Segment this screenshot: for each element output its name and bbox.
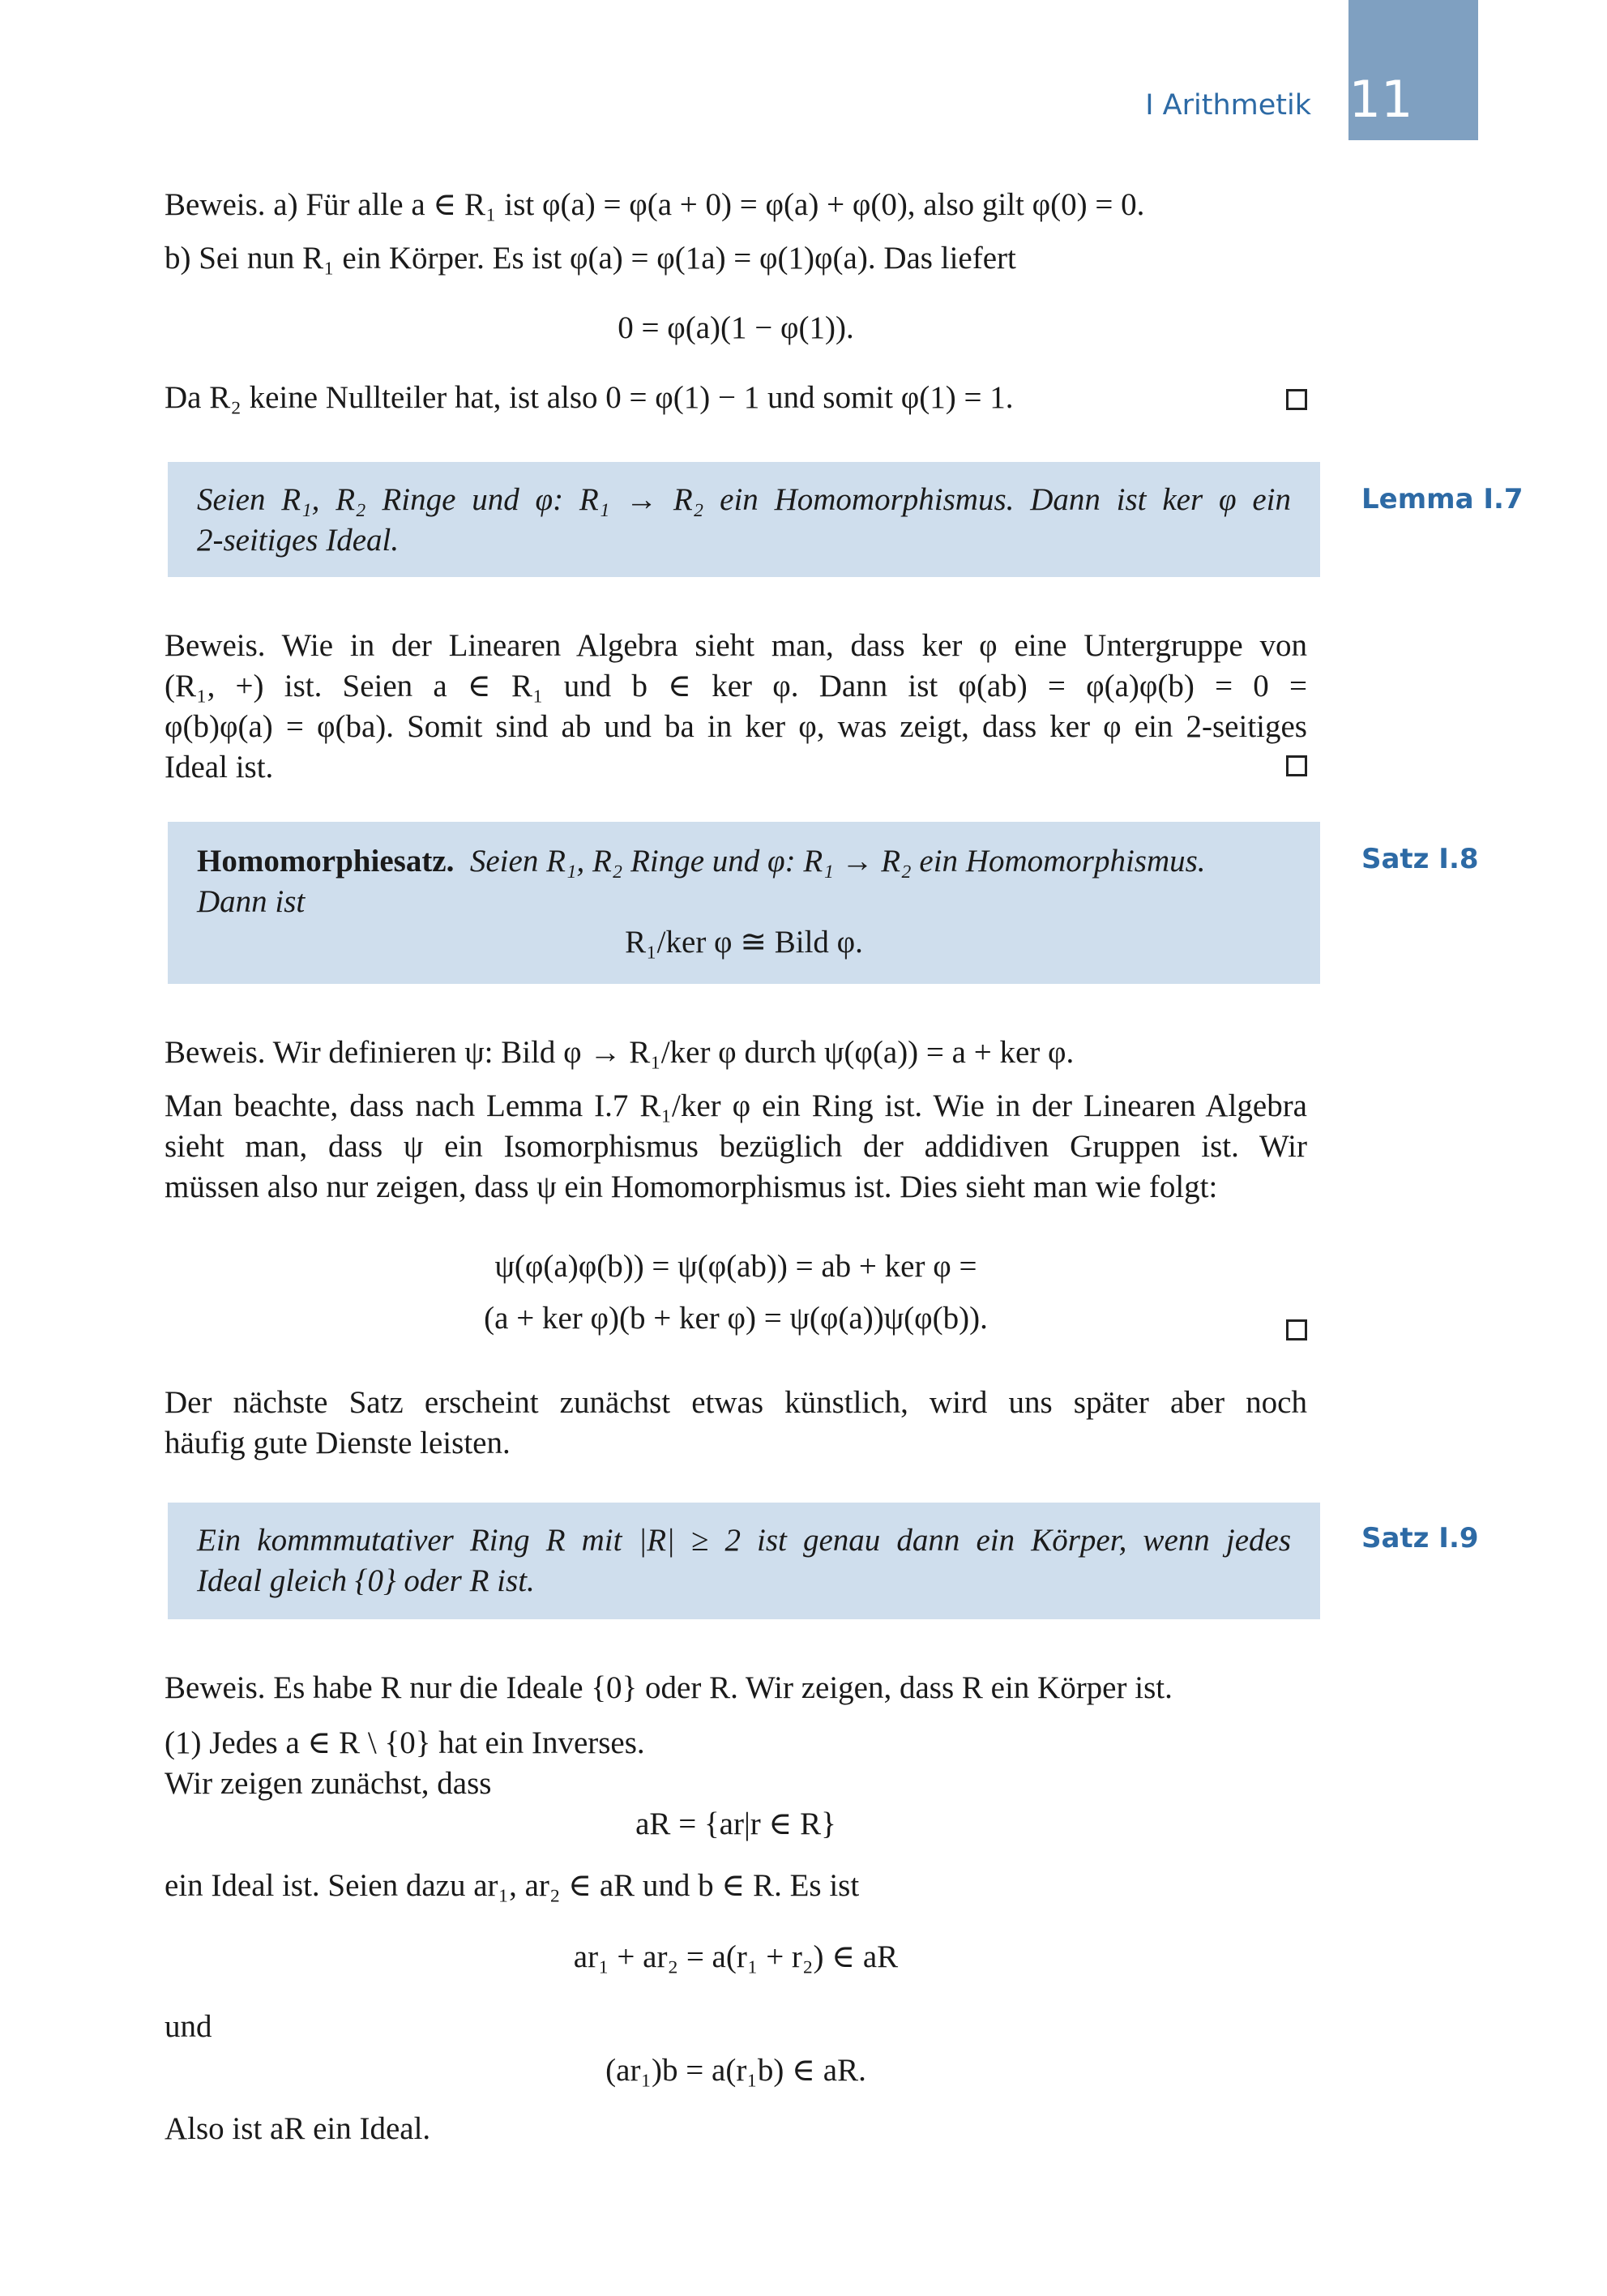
proof-line: (R₁, +) ist. Seien a ∈ R₁ und b ∈ ker φ. Dann ist φ(ab) = φ(a)φ(b) = 0 = bbox=[165, 669, 1307, 703]
proof-line: Beweis. Wir definieren ψ: Bild φ → R₁/ker φ durch ψ(φ(a)) = a + ker φ. bbox=[165, 1035, 1075, 1070]
theorem-line: Ein kommmutativer Ring R mit |R| ≥ 2 ist genau dann ein Körper, wenn jedes bbox=[197, 1523, 1291, 1558]
display-equation: R₁/ker φ ≅ Bild φ. bbox=[625, 925, 863, 960]
proof-line: Also ist aR ein Ideal. bbox=[165, 2111, 431, 2146]
proof-line: ein Ideal ist. Seien dazu ar₁, ar₂ ∈ aR und b ∈ R. Es ist bbox=[165, 1868, 860, 1903]
display-equation: (ar₁)b = a(r₁b) ∈ aR. bbox=[605, 2053, 866, 2088]
display-equation: aR = {ar|r ∈ R} bbox=[635, 1806, 836, 1841]
proof-line: Beweis. Wie in der Linearen Algebra sieht man, dass ker φ eine Untergruppe von bbox=[165, 628, 1307, 663]
proof-line: Wir zeigen zunächst, dass bbox=[165, 1766, 492, 1801]
theorem-label: Satz I.9 bbox=[1361, 1522, 1479, 1554]
lemma-label: Lemma I.7 bbox=[1361, 483, 1524, 515]
proof-line: und bbox=[165, 2009, 212, 2044]
proof-line: b) Sei nun R₁ ein Körper. Es ist φ(a) = φ(1a) = φ(1)φ(a). Das liefert bbox=[165, 241, 1016, 276]
theorem-line: Ideal gleich {0} oder R ist. bbox=[197, 1563, 535, 1598]
qed-square-icon bbox=[1286, 755, 1307, 776]
proof-line: sieht man, dass ψ ein Isomorphismus bezüglich der addidiven Gruppen ist. Wir bbox=[165, 1129, 1307, 1164]
proof-line: Da R₂ keine Nullteiler hat, ist also 0 = φ(1) − 1 und somit φ(1) = 1. bbox=[165, 380, 1014, 415]
proof-line: Ideal ist. bbox=[165, 750, 274, 785]
lemma-box bbox=[168, 462, 1320, 577]
qed-square-icon bbox=[1286, 1319, 1307, 1340]
display-equation: 0 = φ(a)(1 − φ(1)). bbox=[618, 310, 854, 345]
chapter-header: I Arithmetik bbox=[1145, 89, 1311, 122]
theorem-title: Homomorphiesatz. bbox=[197, 844, 455, 879]
proof-line: (1) Jedes a ∈ R \ {0} hat ein Inverses. bbox=[165, 1725, 645, 1760]
paragraph-line: Der nächste Satz erscheint zunächst etwas künstlich, wird uns später aber noch bbox=[165, 1385, 1307, 1420]
theorem-box bbox=[168, 822, 1320, 984]
paragraph-line: häufig gute Dienste leisten. bbox=[165, 1426, 511, 1460]
proof-line: Beweis. a) Für alle a ∈ R₁ ist φ(a) = φ(a + 0) = φ(a) + φ(0), also gilt φ(0) = 0. bbox=[165, 187, 1145, 222]
display-equation: ψ(φ(a)φ(b)) = ψ(φ(ab)) = ab + ker φ = bbox=[494, 1249, 977, 1284]
display-equation: ar₁ + ar₂ = a(r₁ + r₂) ∈ aR bbox=[573, 1939, 899, 1974]
proof-line: Man beachte, dass nach Lemma I.7 R₁/ker φ ein Ring ist. Wie in der Linearen Algebra bbox=[165, 1088, 1307, 1123]
theorem-label: Satz I.8 bbox=[1361, 843, 1479, 875]
proof-line: Beweis. Es habe R nur die Ideale {0} oder R. Wir zeigen, dass R ein Körper ist. bbox=[165, 1670, 1173, 1705]
display-equation: (a + ker φ)(b + ker φ) = ψ(φ(a))ψ(φ(b)). bbox=[484, 1301, 988, 1336]
lemma-line: Seien R₁, R₂ Ringe und φ: R₁ → R₂ ein Homomorphismus. Dann ist ker φ ein bbox=[197, 482, 1291, 517]
theorem-text: Seien R₁, R₂ Ringe und φ: R₁ → R₂ ein Homomorphismus. bbox=[469, 844, 1206, 879]
theorem-box bbox=[168, 1503, 1320, 1619]
lemma-line: 2-seitiges Ideal. bbox=[197, 523, 400, 558]
proof-line: müssen also nur zeigen, dass ψ ein Homomorphismus ist. Dies sieht man wie folgt: bbox=[165, 1169, 1218, 1204]
theorem-line: Dann ist bbox=[197, 884, 306, 919]
theorem-line bbox=[197, 841, 1291, 882]
page-number: 11 bbox=[1348, 70, 1413, 129]
qed-square-icon bbox=[1286, 389, 1307, 410]
proof-line: φ(b)φ(a) = φ(ba). Somit sind ab und ba in ker φ, was zeigt, dass ker φ ein 2-seitiges bbox=[165, 709, 1307, 744]
